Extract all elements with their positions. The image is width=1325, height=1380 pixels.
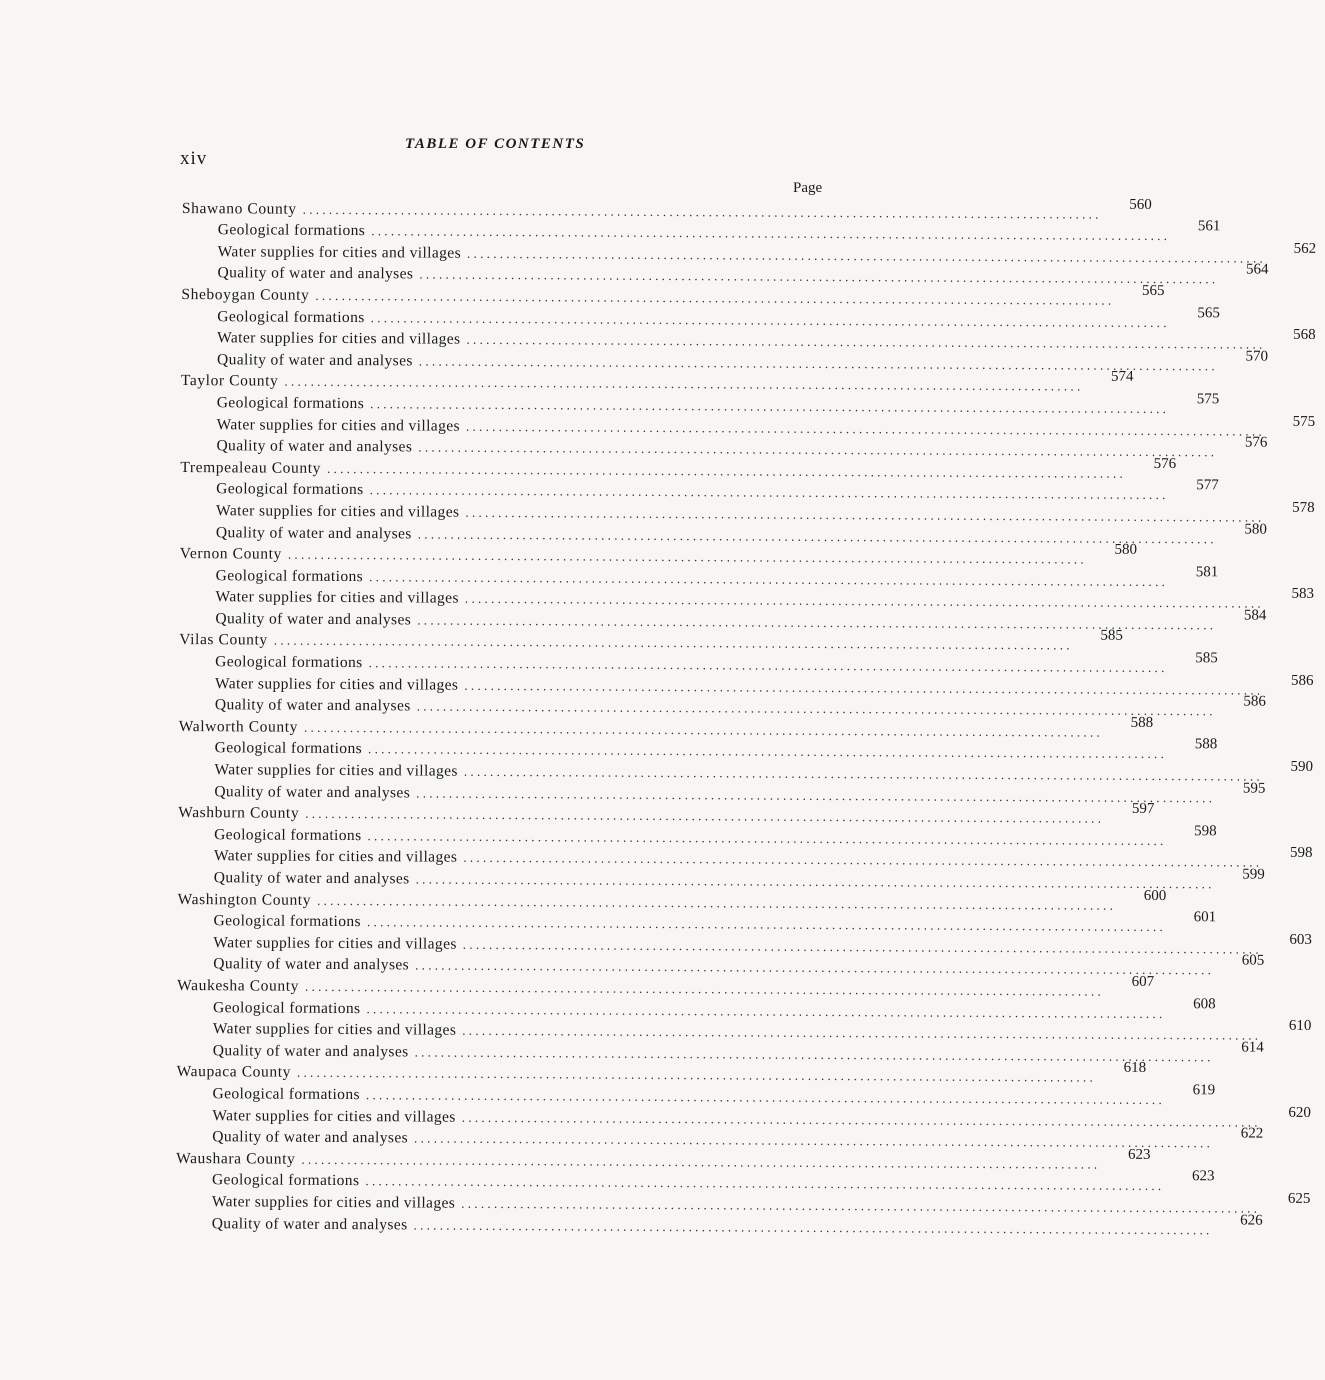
entry-page-number: 610 (1288, 1017, 1312, 1035)
toc-subentry (176, 779, 1266, 805)
entry-page-number: 586 (1290, 672, 1314, 689)
toc-county-entry (179, 282, 1165, 308)
entry-label: Water supplies for cities and villages (213, 933, 457, 953)
entry-label: Quality of water and analyses (214, 696, 411, 715)
toc-subentry (176, 757, 1314, 784)
dot-leader: .......................................................................................................................... (418, 353, 1218, 374)
entry-page-number: 562 (1293, 240, 1317, 257)
entry-label: Geological formations (216, 394, 365, 413)
entry-page-number: 561 (1197, 218, 1221, 235)
entry-page-number: 583 (1291, 586, 1315, 603)
entry-page-number: 601 (1193, 909, 1217, 926)
toc-county-entry (177, 714, 1154, 740)
toc-county-entry (176, 801, 1155, 827)
entry-label: Geological formations (216, 480, 364, 499)
entry-label: Washington County (177, 890, 312, 909)
toc-subentry (179, 326, 1316, 352)
entry-page-number: 595 (1242, 780, 1266, 797)
toc-subentry (177, 693, 1266, 719)
entry-label: Geological formations (212, 1085, 361, 1104)
toc-county-group (178, 369, 1316, 460)
entry-page-number: 598 (1194, 823, 1217, 840)
dot-leader: .......................................................................................................................... (273, 633, 1073, 653)
toc-subentry (179, 412, 1316, 439)
entry-label: Quality of water and analyses (215, 610, 412, 629)
dot-leader: .......................................................................................................................... (414, 1130, 1214, 1151)
toc-county-group (175, 887, 1313, 978)
toc-county-group (176, 714, 1314, 805)
entry-page-number: 626 (1240, 1211, 1263, 1229)
toc-subentry (179, 261, 1269, 287)
toc-county-group (174, 1060, 1311, 1151)
dot-leader: .......................................................................................................................... (304, 978, 1105, 999)
entry-label: Geological formations (217, 221, 366, 240)
dot-leader: .......................................................................................................................... (317, 892, 1117, 913)
toc-subentry (174, 1211, 1263, 1237)
entry-label: Trempealeau County (180, 458, 322, 477)
entry-label: Water supplies for cities and villages (213, 847, 458, 867)
toc-subentry (176, 909, 1217, 935)
toc-county-entry (178, 455, 1177, 481)
entry-label: Geological formations (214, 826, 362, 844)
entry-label: Quality of water and analyses (214, 782, 411, 802)
dot-leader: .......................................................................................................................... (315, 287, 1115, 308)
entry-page-number: 580 (1244, 521, 1267, 538)
running-title: TABLE OF CONTENTS (405, 136, 586, 152)
entry-page-number: 590 (1290, 758, 1314, 775)
toc-county-entry (177, 628, 1124, 654)
toc-subentry (180, 239, 1317, 266)
entry-page-number: 576 (1153, 455, 1177, 472)
dot-leader: .......................................................................................................................... (465, 418, 1266, 439)
entry-page-number: 623 (1192, 1168, 1215, 1185)
entry-page-number: 586 (1243, 693, 1266, 710)
dot-leader: .......................................................................................................................... (417, 612, 1217, 633)
toc-subentry (175, 995, 1216, 1021)
dot-leader: .......................................................................................................................... (367, 827, 1167, 848)
dot-leader: .......................................................................................................................... (462, 1022, 1262, 1043)
entry-page-number: 585 (1100, 628, 1124, 645)
dot-leader: .......................................................................................................................... (463, 850, 1263, 871)
dot-leader: .......................................................................................................................... (416, 698, 1216, 719)
entry-page-number: 584 (1243, 607, 1267, 624)
toc-subentry (178, 477, 1219, 503)
entry-label: Washburn County (178, 804, 300, 822)
entry-page-number: 560 (1129, 196, 1152, 213)
toc-county-entry (175, 973, 1155, 999)
dot-leader: .......................................................................................................................... (466, 331, 1266, 352)
entry-page-number: 581 (1195, 563, 1219, 581)
dot-leader: .......................................................................................................................... (413, 1216, 1213, 1237)
toc-list (174, 196, 1317, 1237)
entry-label: Taylor County (180, 372, 279, 390)
toc-subentry (177, 671, 1314, 698)
entry-page-number: 565 (1197, 304, 1220, 321)
entry-page-number: 605 (1241, 952, 1265, 970)
toc-county-group (177, 628, 1314, 719)
entry-label: Water supplies for cities and villages (216, 502, 460, 521)
dot-leader: .......................................................................................................................... (461, 1195, 1261, 1216)
entry-page-number: 576 (1244, 434, 1268, 451)
dot-leader: .......................................................................................................................... (416, 785, 1216, 805)
entry-page-number: 614 (1241, 1039, 1264, 1056)
entry-label: Water supplies for cities and villages (211, 1193, 456, 1212)
entry-page-number: 588 (1194, 736, 1218, 753)
toc-county-entry (176, 887, 1167, 913)
toc-subentry (178, 563, 1219, 589)
dot-leader: .......................................................................................................................... (368, 741, 1168, 762)
entry-page-number: 618 (1123, 1060, 1147, 1077)
entry-label: Geological formations (212, 998, 361, 1017)
toc-county-group (174, 1146, 1311, 1237)
entry-label: Quality of water and analyses (216, 437, 413, 456)
dot-leader: .......................................................................................................................... (284, 373, 1084, 394)
dot-leader: .......................................................................................................................... (417, 525, 1217, 546)
entry-page-number: 564 (1245, 261, 1269, 279)
toc-subentry (174, 1125, 1264, 1151)
entry-label: Quality of water and analyses (211, 1214, 408, 1233)
toc-county-group (177, 541, 1315, 633)
dot-leader: .......................................................................................................................... (287, 546, 1088, 567)
dot-leader: .......................................................................................................................... (419, 266, 1219, 287)
dot-leader: .......................................................................................................................... (370, 396, 1170, 416)
entry-page-number: 588 (1130, 714, 1154, 731)
toc-subentry (176, 822, 1217, 848)
toc-subentry (178, 434, 1268, 460)
entry-label: Water supplies for cities and villages (214, 674, 459, 694)
entry-page-number: 623 (1127, 1146, 1151, 1163)
dot-leader: .......................................................................................................................... (418, 439, 1218, 460)
entry-label: Water supplies for cities and villages (217, 329, 461, 348)
dot-leader: .......................................................................................................................... (463, 763, 1264, 784)
toc-county-group (176, 801, 1313, 892)
entry-page-number: 585 (1195, 650, 1218, 667)
entry-page-number: 577 (1196, 477, 1219, 494)
dot-leader: .......................................................................................................................... (414, 1044, 1214, 1065)
dot-leader: .......................................................................................................................... (303, 719, 1104, 740)
dot-leader: .......................................................................................................................... (369, 482, 1169, 503)
dot-leader: .......................................................................................................................... (462, 936, 1262, 957)
entry-label: Water supplies for cities and villages (215, 588, 459, 607)
entry-label: Geological formations (215, 566, 364, 585)
entry-label: Waushara County (176, 1149, 296, 1168)
dot-leader: .......................................................................................................................... (415, 871, 1215, 892)
page-number: xiv (180, 148, 208, 169)
toc-subentry (174, 1081, 1216, 1107)
entry-page-number: 575 (1292, 413, 1316, 430)
toc-subentry (174, 1189, 1311, 1216)
entry-label: Waukesha County (177, 976, 300, 995)
dot-leader: .......................................................................................................................... (326, 460, 1127, 481)
dot-leader: .......................................................................................................................... (465, 504, 1265, 525)
toc-subentry (179, 347, 1269, 374)
entry-page-number: 622 (1240, 1125, 1264, 1142)
dot-leader: .......................................................................................................................... (415, 957, 1215, 978)
entry-label: Vilas County (179, 631, 268, 650)
entry-label: Water supplies for cities and villages (212, 1020, 457, 1039)
toc-county-group (175, 973, 1312, 1065)
toc-county-entry (175, 1060, 1147, 1086)
entry-page-number: 600 (1143, 887, 1167, 904)
toc-county-entry (180, 196, 1152, 222)
entry-label: Quality of water and analyses (213, 955, 410, 974)
entry-label: Quality of water and analyses (212, 1041, 409, 1061)
entry-label: Quality of water and analyses (212, 1128, 409, 1147)
entry-label: Quality of water and analyses (213, 869, 410, 888)
entry-page-number: 608 (1193, 995, 1216, 1012)
toc-county-group (179, 196, 1317, 287)
entry-page-number: 570 (1245, 348, 1269, 365)
toc-subentry (179, 390, 1220, 416)
entry-page-number: 625 (1287, 1190, 1311, 1207)
dot-leader: .......................................................................................................................... (371, 223, 1171, 244)
entry-page-number: 578 (1292, 499, 1315, 516)
dot-leader: .......................................................................................................................... (370, 309, 1170, 330)
dot-leader: .......................................................................................................................... (461, 1109, 1261, 1130)
entry-label: Water supplies for cities and villages (214, 761, 458, 780)
toc-subentry (176, 844, 1313, 871)
dot-leader: .......................................................................................................................... (466, 245, 1267, 266)
entry-label: Geological formations (215, 653, 363, 672)
entry-page-number: 620 (1288, 1104, 1311, 1121)
entry-label: Water supplies for cities and villages (217, 243, 462, 262)
toc-subentry (175, 1038, 1264, 1065)
entry-page-number: 599 (1242, 866, 1265, 883)
entry-page-number: 597 (1131, 801, 1155, 818)
dot-leader: .......................................................................................................................... (464, 591, 1265, 611)
entry-label: Quality of water and analyses (217, 264, 414, 283)
entry-label: Geological formations (213, 912, 362, 931)
page-column-label: Page (793, 180, 823, 196)
dot-leader: .......................................................................................................................... (296, 1065, 1097, 1085)
toc-subentry (178, 498, 1315, 525)
toc-subentry (177, 585, 1315, 611)
entry-page-number: 619 (1192, 1082, 1216, 1099)
entry-label: Walworth County (178, 717, 299, 736)
toc-subentry (178, 520, 1267, 546)
dot-leader: .......................................................................................................................... (369, 568, 1169, 589)
toc-subentry (177, 649, 1218, 676)
entry-label: Shawano County (181, 199, 297, 218)
dot-leader: .......................................................................................................................... (302, 201, 1102, 222)
entry-label: Water supplies for cities and villages (212, 1106, 456, 1126)
toc-subentry (174, 1103, 1311, 1130)
entry-label: Geological formations (214, 739, 363, 758)
entry-label: Vernon County (179, 545, 282, 563)
entry-label: Water supplies for cities and villages (216, 415, 461, 435)
toc-county-group (179, 282, 1316, 374)
dot-leader: .......................................................................................................................... (301, 1151, 1101, 1172)
dot-leader: .......................................................................................................................... (305, 805, 1105, 826)
dot-leader: .......................................................................................................................... (365, 1173, 1165, 1194)
toc-subentry (174, 1168, 1215, 1194)
entry-label: Quality of water and analyses (216, 350, 413, 370)
entry-page-number: 568 (1293, 326, 1316, 344)
entry-page-number: 603 (1289, 931, 1313, 948)
entry-page-number: 565 (1141, 282, 1165, 299)
entry-label: Sheboygan County (181, 285, 310, 304)
dot-leader: .......................................................................................................................... (464, 677, 1264, 698)
dot-leader: .......................................................................................................................... (366, 914, 1167, 935)
toc-subentry (175, 1017, 1312, 1043)
entry-label: Waupaca County (176, 1063, 292, 1082)
toc-county-entry (174, 1146, 1151, 1172)
toc-county-entry (178, 541, 1138, 567)
entry-page-number: 575 (1196, 391, 1220, 408)
toc-subentry (176, 865, 1265, 892)
entry-page-number: 574 (1111, 369, 1134, 386)
toc-subentry (179, 304, 1220, 330)
toc-subentry (177, 606, 1267, 633)
entry-label: Geological formations (217, 307, 365, 326)
dot-leader: .......................................................................................................................... (366, 1000, 1166, 1021)
toc-subentry (180, 218, 1221, 244)
toc-subentry (175, 930, 1313, 957)
toc-county-group (178, 455, 1315, 546)
entry-page-number: 580 (1114, 541, 1138, 558)
entry-page-number: 598 (1289, 845, 1313, 862)
entry-label: Quality of water and analyses (215, 523, 412, 542)
dot-leader: .......................................................................................................................... (365, 1087, 1166, 1107)
toc-subentry (177, 736, 1218, 762)
dot-leader: .......................................................................................................................... (368, 655, 1168, 676)
entry-label: Geological formations (211, 1171, 360, 1190)
toc-subentry (175, 952, 1265, 978)
entry-page-number: 607 (1131, 973, 1155, 990)
